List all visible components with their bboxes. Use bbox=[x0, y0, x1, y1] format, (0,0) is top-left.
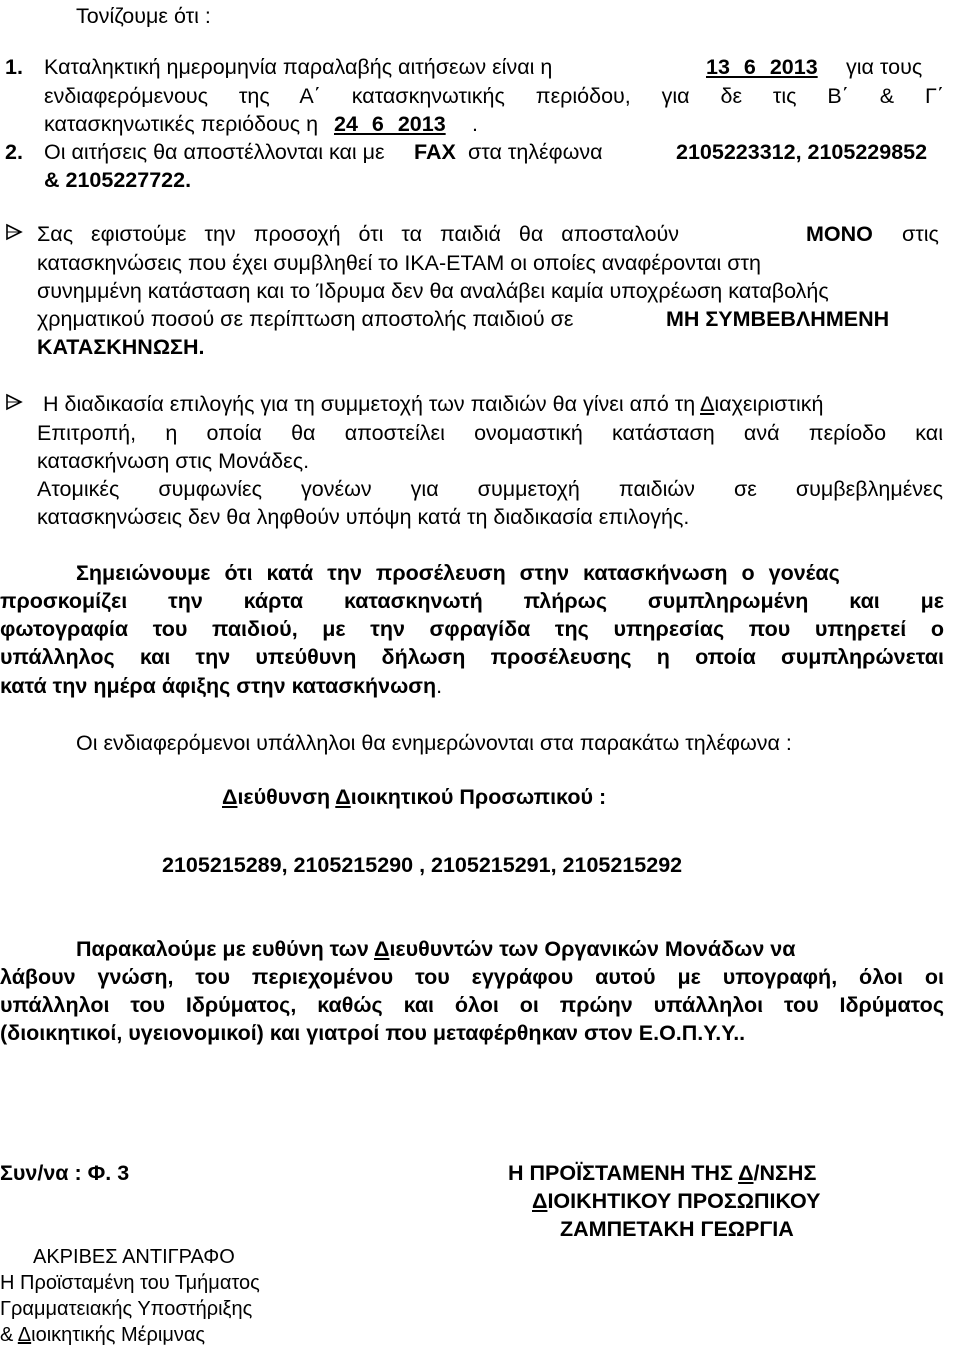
signatory-name: ΖΑΜΠΕΤΑΚΗ ΓΕΩΡΓΙΑ bbox=[560, 1217, 794, 1241]
emphasis-only: ΜΟΝΟ bbox=[806, 222, 873, 246]
list-item-text: ενδιαφερόμενους της Α΄ κατασκηνωτικής περιόδου, για δε τις Β΄ & Γ΄ bbox=[44, 84, 944, 108]
deadline-date: 13 6 2013 bbox=[706, 55, 818, 79]
bullet-text: Επιτροπή, η οποία θα αποστείλει ονομαστική κατάσταση ανά περίοδο και bbox=[37, 421, 943, 445]
note-paragraph: κατά την ημέρα άφιξης στην κατασκήνωση. bbox=[0, 674, 443, 698]
list-item-text: Οι αιτήσεις θα αποστέλλονται και με bbox=[44, 140, 385, 164]
bullet-text: κατασκηνώσεις που έχει συμβληθεί το ΙΚΑ-ΕΤΑΜ οι οποίες αναφέρονται στη bbox=[37, 251, 761, 275]
request-paragraph: Παρακαλούμε με ευθύνη των Διευθυντών των Οργανικών Μονάδων να bbox=[76, 937, 796, 961]
note-paragraph: προσκομίζει την κάρτα κατασκηνωτή πλήρως συμπληρωμένη και με bbox=[0, 589, 944, 613]
signatory-title: Η ΠΡΟΪΣΤΑΜΕΝΗ ΤΗΣ Δ/ΝΣΗΣ bbox=[508, 1161, 817, 1185]
certified-copy-label: ΑΚΡΙΒΕΣ ΑΝΤΙΓΡΑΦΟ bbox=[33, 1246, 235, 1268]
list-item-text: κατασκηνωτικές περιόδους η bbox=[44, 112, 319, 136]
certified-copy-line: & Διοικητικής Μέριμνας bbox=[0, 1324, 206, 1346]
request-paragraph: υπάλληλοι του Ιδρύματος, καθώς και όλοι οι πρώην υπάλληλοι του Ιδρύματος bbox=[0, 993, 944, 1017]
directorate-heading: Διεύθυνση Διοικητικού Προσωπικού : bbox=[222, 785, 607, 809]
list-item-text: Καταληκτική ημερομηνία παραλαβής αιτήσεων είναι η bbox=[44, 55, 553, 79]
arrow-bullet-icon bbox=[5, 223, 23, 241]
certified-copy-line: Γραμματειακής Υποστήριξης bbox=[0, 1298, 253, 1320]
list-item-text: στα τηλέφωνα bbox=[468, 140, 603, 164]
fax-numbers: & 2105227722. bbox=[44, 168, 192, 192]
enclosure-label: Συν/να : Φ. 3 bbox=[0, 1161, 130, 1185]
bullet-text: στις bbox=[902, 222, 939, 246]
bullet-text: κατασκήνωση στις Μονάδες. bbox=[37, 449, 310, 473]
list-item-text: . bbox=[472, 112, 478, 136]
bullet-text: Σας εφιστούμε την προσοχή ότι τα παιδιά θα αποσταλούν bbox=[37, 222, 679, 246]
list-number: 1. bbox=[5, 55, 23, 79]
emphasis-non-contracted: ΜΗ ΣΥΜΒΕΒΛΗΜΕΝΗ bbox=[666, 307, 890, 331]
certified-copy-line: Η Προϊσταμένη του Τμήματος bbox=[0, 1272, 260, 1294]
intro-text: Τονίζουμε ότι : bbox=[76, 4, 211, 28]
fax-label: FAX bbox=[414, 140, 456, 164]
fax-numbers: 2105223312, 2105229852 bbox=[676, 140, 928, 164]
signatory-department: ΔΙΟΙΚΗΤΙΚΟΥ ΠΡΟΣΩΠΙΚΟΥ bbox=[532, 1189, 821, 1213]
list-item-text: για τους bbox=[846, 55, 923, 79]
request-paragraph: λάβουν γνώση, του περιεχομένου του εγγράφου αυτού με υπογραφή, όλοι οι bbox=[0, 965, 944, 989]
arrow-bullet-icon bbox=[5, 393, 23, 411]
emphasis-camp: ΚΑΤΑΣΚΗΝΩΣΗ. bbox=[37, 335, 205, 359]
bullet-text: χρηματικού ποσού σε περίπτωση αποστολής παιδιού σε bbox=[37, 307, 574, 331]
bullet-text: Ατομικές συμφωνίες γονέων για συμμετοχή παιδιών σε συμβεβλημένες bbox=[37, 477, 943, 501]
note-paragraph: φωτογραφία του παιδιού, με την σφραγίδα της υπηρεσίας που υπηρετεί ο bbox=[0, 617, 944, 641]
bullet-text: κατασκηνώσεις δεν θα ληφθούν υπόψη κατά τη διαδικασία επιλογής. bbox=[37, 505, 690, 529]
note-paragraph: Σημειώνουμε ότι κατά την προσέλευση στην κατασκήνωση ο γονέας bbox=[76, 561, 840, 585]
bullet-text: Η διαδικασία επιλογής για τη συμμετοχή των παιδιών θα γίνει από τη Διαχειριστική bbox=[43, 392, 824, 416]
request-paragraph: (διοικητικοί, υγειονομικοί) και γιατροί που μεταφέρθηκαν στον Ε.Ο.Π.Υ.Υ.. bbox=[0, 1021, 746, 1045]
bullet-text: συνημμένη κατάσταση και το Ίδρυμα δεν θα αναλάβει καμία υποχρέωση καταβολής bbox=[37, 279, 829, 303]
phone-numbers: 2105215289, 2105215290 , 2105215291, 2105215292 bbox=[162, 853, 683, 877]
info-line: Οι ενδιαφερόμενοι υπάλληλοι θα ενημερώνονται στα παρακάτω τηλέφωνα : bbox=[76, 731, 792, 755]
list-number: 2. bbox=[5, 140, 23, 164]
deadline-date: 24 6 2013 bbox=[334, 112, 446, 136]
note-paragraph: υπάλληλος και την υπεύθυνη δήλωση προσέλευσης η οποία συμπληρώνεται bbox=[0, 645, 944, 669]
